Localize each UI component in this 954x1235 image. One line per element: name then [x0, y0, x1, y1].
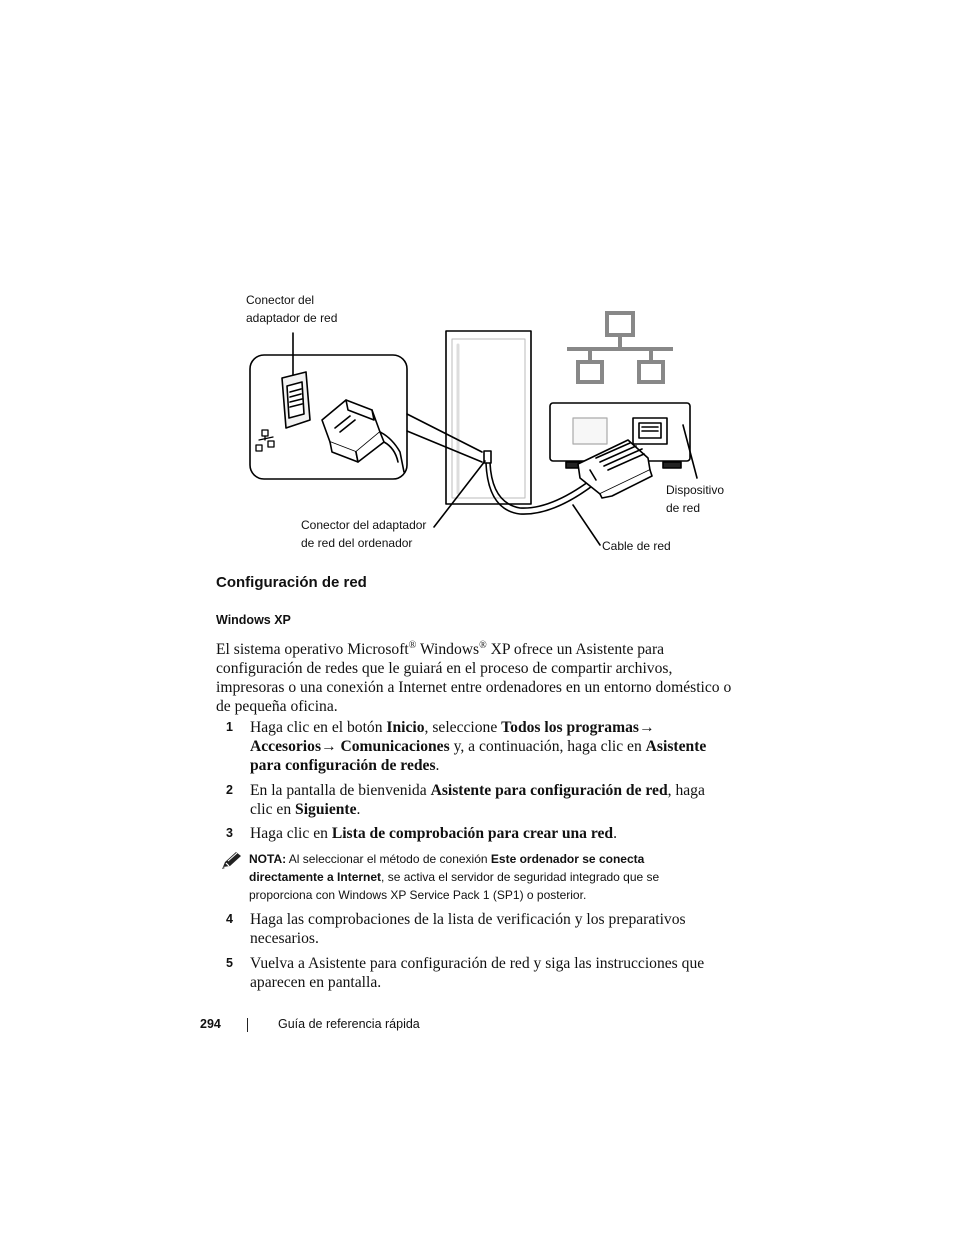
pencil-icon — [220, 850, 244, 870]
step-text: Haga clic en Lista de comprobación para crear una red. — [250, 825, 618, 842]
footer-title: Guía de referencia rápida — [278, 1017, 420, 1031]
callout-computer-connector — [301, 517, 426, 552]
callout-line-2: adaptador de red — [246, 310, 338, 325]
step-number: 4 — [226, 912, 233, 926]
step-number: 3 — [226, 826, 233, 840]
callout-line-1: Conector del — [246, 293, 315, 307]
step-2 — [216, 781, 721, 819]
callout-line-1: Conector del adaptador — [301, 518, 427, 532]
callout-network-cable: Cable de red — [602, 539, 671, 553]
step-text: Haga las comprobaciones de la lista de verificación y los preparativos necesarios. — [250, 911, 686, 947]
network-topology-icon — [567, 313, 673, 382]
computer-tower-icon — [446, 331, 531, 504]
callout-network-device — [666, 482, 724, 517]
section-title: Configuración de red — [216, 574, 367, 591]
callout-line-2: de red del ordenador — [301, 535, 413, 550]
step-text: Haga clic en el botón Inicio, seleccione Todos los programas→ Accesorios→ Comunicaciones y, a continuación, haga clic en Asistente para configuración de redes. — [250, 719, 707, 774]
callout-line-2: de red — [666, 500, 701, 515]
step-5 — [216, 954, 721, 992]
callout-line-1: Dispositivo — [666, 483, 725, 497]
step-number: 2 — [226, 783, 233, 797]
section-subtitle: Windows XP — [216, 613, 291, 627]
step-number: 1 — [226, 720, 233, 734]
step-number: 5 — [226, 956, 233, 970]
callout-adapter-connector — [246, 292, 337, 327]
step-text: Vuelva a Asistente para configuración de red y siga las instrucciones que aparecen en pantalla. — [250, 955, 705, 991]
step-text: En la pantalla de bienvenida Asistente para configuración de red, haga clic en Siguiente. — [250, 782, 705, 818]
intro-paragraph: El sistema operativo Microsoft® Windows® XP ofrece un Asistente para configuración de redes que le guiará en el proceso de compartir archivos, impresoras o una conexión a Internet entre ordenadores en un entorno doméstico o de pequeña oficina. — [216, 640, 732, 715]
step-4 — [216, 910, 721, 948]
network-connection-illustration — [0, 0, 954, 600]
page-number: 294 — [200, 1017, 221, 1031]
note-box — [216, 850, 696, 904]
network-connector-icon — [282, 372, 310, 428]
step-3 — [216, 824, 721, 843]
footer-separator — [247, 1018, 248, 1032]
step-1 — [216, 718, 721, 775]
note-text: NOTA: Al seleccionar el método de conexión Este ordenador se conecta directamente a Internet, se activa el servidor de seguridad integrado que se proporciona con Windows XP Service Pack 1 (SP1) o posterior. — [249, 852, 660, 902]
